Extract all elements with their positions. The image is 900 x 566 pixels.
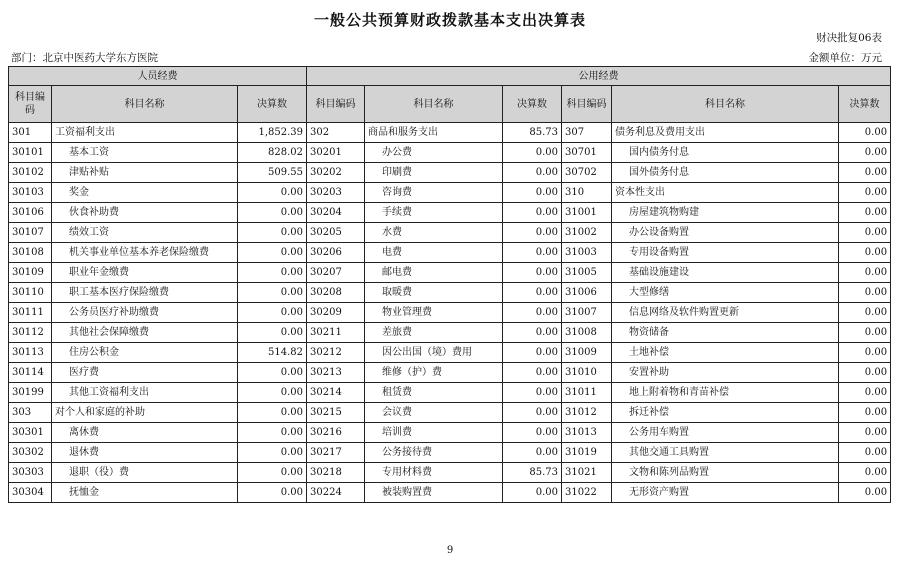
table-row bbox=[9, 423, 891, 443]
table-row bbox=[9, 483, 891, 503]
item-amount: 1,852.39 bbox=[238, 123, 307, 143]
item-amount: 85.73 bbox=[503, 123, 562, 143]
item-code: 30101 bbox=[9, 143, 52, 163]
item-name: 其他社会保障缴费 bbox=[52, 323, 238, 343]
item-code: 30213 bbox=[307, 363, 365, 383]
item-amount: 0.00 bbox=[839, 483, 891, 503]
item-code: 30215 bbox=[307, 403, 365, 423]
item-name: 住房公积金 bbox=[52, 343, 238, 363]
column-header-code: 科目编码 bbox=[9, 86, 52, 123]
item-code: 31011 bbox=[562, 383, 612, 403]
item-code: 30201 bbox=[307, 143, 365, 163]
item-code: 30303 bbox=[9, 463, 52, 483]
item-amount: 0.00 bbox=[238, 403, 307, 423]
item-code: 31001 bbox=[562, 203, 612, 223]
item-name: 水费 bbox=[365, 223, 503, 243]
item-code: 30207 bbox=[307, 263, 365, 283]
item-name: 邮电费 bbox=[365, 263, 503, 283]
item-amount: 0.00 bbox=[839, 183, 891, 203]
item-amount: 0.00 bbox=[503, 143, 562, 163]
item-amount: 0.00 bbox=[839, 463, 891, 483]
item-code: 31008 bbox=[562, 323, 612, 343]
item-name: 安置补助 bbox=[612, 363, 839, 383]
section-public: 公用经费 bbox=[307, 67, 891, 86]
item-code: 30106 bbox=[9, 203, 52, 223]
item-amount: 0.00 bbox=[238, 423, 307, 443]
item-amount: 0.00 bbox=[839, 163, 891, 183]
item-code: 30702 bbox=[562, 163, 612, 183]
item-amount: 0.00 bbox=[503, 283, 562, 303]
column-header-name: 科目名称 bbox=[365, 86, 503, 123]
section-header-row bbox=[9, 67, 891, 86]
item-code: 31006 bbox=[562, 283, 612, 303]
item-amount: 514.82 bbox=[238, 343, 307, 363]
item-name: 医疗费 bbox=[52, 363, 238, 383]
table-row bbox=[9, 323, 891, 343]
item-amount: 0.00 bbox=[503, 383, 562, 403]
item-name: 津贴补贴 bbox=[52, 163, 238, 183]
item-name: 文物和陈列品购置 bbox=[612, 463, 839, 483]
item-name: 伙食补助费 bbox=[52, 203, 238, 223]
expenditure-table bbox=[8, 66, 891, 503]
item-code: 30206 bbox=[307, 243, 365, 263]
item-name: 职工基本医疗保险缴费 bbox=[52, 283, 238, 303]
item-amount: 0.00 bbox=[839, 403, 891, 423]
item-amount: 509.55 bbox=[238, 163, 307, 183]
item-name: 国外债务付息 bbox=[612, 163, 839, 183]
item-name: 专用材料费 bbox=[365, 463, 503, 483]
item-name: 工资福利支出 bbox=[52, 123, 238, 143]
item-code: 302 bbox=[307, 123, 365, 143]
item-code: 30102 bbox=[9, 163, 52, 183]
item-code: 30216 bbox=[307, 423, 365, 443]
item-name: 被装购置费 bbox=[365, 483, 503, 503]
table-row bbox=[9, 363, 891, 383]
item-code: 31022 bbox=[562, 483, 612, 503]
table-row bbox=[9, 243, 891, 263]
item-code: 30217 bbox=[307, 443, 365, 463]
item-name: 维修（护）费 bbox=[365, 363, 503, 383]
item-name: 奖金 bbox=[52, 183, 238, 203]
table-row bbox=[9, 183, 891, 203]
column-header-code: 科目编码 bbox=[562, 86, 612, 123]
item-name: 取暖费 bbox=[365, 283, 503, 303]
item-code: 30203 bbox=[307, 183, 365, 203]
item-amount: 0.00 bbox=[839, 143, 891, 163]
item-amount: 85.73 bbox=[503, 463, 562, 483]
item-name: 会议费 bbox=[365, 403, 503, 423]
item-code: 30111 bbox=[9, 303, 52, 323]
table-row bbox=[9, 143, 891, 163]
item-amount: 0.00 bbox=[839, 343, 891, 363]
item-name: 印刷费 bbox=[365, 163, 503, 183]
item-name: 资本性支出 bbox=[612, 183, 839, 203]
item-amount: 0.00 bbox=[503, 203, 562, 223]
item-code: 31009 bbox=[562, 343, 612, 363]
item-amount: 0.00 bbox=[503, 303, 562, 323]
item-amount: 0.00 bbox=[238, 243, 307, 263]
item-amount: 0.00 bbox=[839, 123, 891, 143]
item-amount: 0.00 bbox=[238, 203, 307, 223]
item-amount: 828.02 bbox=[238, 143, 307, 163]
item-name: 物资储备 bbox=[612, 323, 839, 343]
item-code: 30114 bbox=[9, 363, 52, 383]
column-header-name: 科目名称 bbox=[612, 86, 839, 123]
item-name: 信息网络及软件购置更新 bbox=[612, 303, 839, 323]
item-code: 303 bbox=[9, 403, 52, 423]
item-amount: 0.00 bbox=[839, 303, 891, 323]
item-code: 30208 bbox=[307, 283, 365, 303]
item-amount: 0.00 bbox=[238, 363, 307, 383]
item-name: 差旅费 bbox=[365, 323, 503, 343]
item-code: 30214 bbox=[307, 383, 365, 403]
item-name: 抚恤金 bbox=[52, 483, 238, 503]
item-code: 30209 bbox=[307, 303, 365, 323]
table-row bbox=[9, 443, 891, 463]
item-amount: 0.00 bbox=[503, 223, 562, 243]
item-amount: 0.00 bbox=[839, 203, 891, 223]
item-amount: 0.00 bbox=[503, 483, 562, 503]
item-code: 30109 bbox=[9, 263, 52, 283]
item-amount: 0.00 bbox=[839, 443, 891, 463]
column-header-code: 科目编码 bbox=[307, 86, 365, 123]
item-name: 离休费 bbox=[52, 423, 238, 443]
table-row bbox=[9, 303, 891, 323]
item-name: 因公出国（境）费用 bbox=[365, 343, 503, 363]
table-row bbox=[9, 123, 891, 143]
column-header-amount: 决算数 bbox=[238, 86, 307, 123]
item-code: 310 bbox=[562, 183, 612, 203]
item-amount: 0.00 bbox=[238, 283, 307, 303]
unit-label: 金额单位：万元 bbox=[808, 52, 882, 64]
column-header-name: 科目名称 bbox=[52, 86, 238, 123]
item-name: 地上附着物和青苗补偿 bbox=[612, 383, 839, 403]
item-amount: 0.00 bbox=[238, 483, 307, 503]
item-name: 培训费 bbox=[365, 423, 503, 443]
item-code: 30110 bbox=[9, 283, 52, 303]
item-amount: 0.00 bbox=[238, 463, 307, 483]
item-amount: 0.00 bbox=[238, 223, 307, 243]
item-code: 30112 bbox=[9, 323, 52, 343]
item-name: 电费 bbox=[365, 243, 503, 263]
item-code: 307 bbox=[562, 123, 612, 143]
page-number: 9 bbox=[446, 545, 454, 556]
item-code: 30301 bbox=[9, 423, 52, 443]
item-name: 其他工资福利支出 bbox=[52, 383, 238, 403]
item-code: 30103 bbox=[9, 183, 52, 203]
table-row bbox=[9, 283, 891, 303]
item-name: 对个人和家庭的补助 bbox=[52, 403, 238, 423]
item-code: 301 bbox=[9, 123, 52, 143]
item-amount: 0.00 bbox=[839, 323, 891, 343]
item-amount: 0.00 bbox=[503, 263, 562, 283]
table-row bbox=[9, 403, 891, 423]
item-code: 30107 bbox=[9, 223, 52, 243]
item-amount: 0.00 bbox=[503, 183, 562, 203]
item-code: 31003 bbox=[562, 243, 612, 263]
item-amount: 0.00 bbox=[238, 303, 307, 323]
item-amount: 0.00 bbox=[503, 163, 562, 183]
item-code: 30224 bbox=[307, 483, 365, 503]
item-code: 30202 bbox=[307, 163, 365, 183]
item-name: 无形资产购置 bbox=[612, 483, 839, 503]
item-amount: 0.00 bbox=[839, 383, 891, 403]
item-amount: 0.00 bbox=[839, 263, 891, 283]
item-code: 30199 bbox=[9, 383, 52, 403]
item-name: 手续费 bbox=[365, 203, 503, 223]
item-amount: 0.00 bbox=[839, 423, 891, 443]
item-name: 专用设备购置 bbox=[612, 243, 839, 263]
item-name: 土地补偿 bbox=[612, 343, 839, 363]
item-name: 公务用车购置 bbox=[612, 423, 839, 443]
item-code: 30211 bbox=[307, 323, 365, 343]
item-amount: 0.00 bbox=[839, 243, 891, 263]
column-header-row bbox=[9, 86, 891, 123]
table-row bbox=[9, 263, 891, 283]
form-code: 财决批复06表 bbox=[816, 32, 882, 44]
item-name: 公务接待费 bbox=[365, 443, 503, 463]
item-amount: 0.00 bbox=[839, 223, 891, 243]
table-row bbox=[9, 383, 891, 403]
item-code: 30701 bbox=[562, 143, 612, 163]
page-title: 一般公共预算财政拨款基本支出决算表 bbox=[313, 11, 586, 29]
item-code: 30302 bbox=[9, 443, 52, 463]
item-code: 31012 bbox=[562, 403, 612, 423]
item-code: 30304 bbox=[9, 483, 52, 503]
item-name: 办公设备购置 bbox=[612, 223, 839, 243]
item-amount: 0.00 bbox=[503, 423, 562, 443]
item-code: 30113 bbox=[9, 343, 52, 363]
item-code: 30218 bbox=[307, 463, 365, 483]
item-name: 国内债务付息 bbox=[612, 143, 839, 163]
item-name: 其他交通工具购置 bbox=[612, 443, 839, 463]
table-row bbox=[9, 343, 891, 363]
item-amount: 0.00 bbox=[238, 263, 307, 283]
item-code: 30205 bbox=[307, 223, 365, 243]
item-name: 办公费 bbox=[365, 143, 503, 163]
item-code: 30212 bbox=[307, 343, 365, 363]
item-amount: 0.00 bbox=[503, 363, 562, 383]
table-row bbox=[9, 223, 891, 243]
item-code: 30204 bbox=[307, 203, 365, 223]
column-header-amount: 决算数 bbox=[503, 86, 562, 123]
table-row bbox=[9, 163, 891, 183]
item-name: 基本工资 bbox=[52, 143, 238, 163]
item-amount: 0.00 bbox=[503, 323, 562, 343]
item-name: 大型修缮 bbox=[612, 283, 839, 303]
table-row bbox=[9, 463, 891, 483]
section-personnel: 人员经费 bbox=[9, 67, 307, 86]
item-name: 租赁费 bbox=[365, 383, 503, 403]
item-amount: 0.00 bbox=[238, 183, 307, 203]
item-amount: 0.00 bbox=[238, 323, 307, 343]
item-name: 职业年金缴费 bbox=[52, 263, 238, 283]
item-name: 房屋建筑物购建 bbox=[612, 203, 839, 223]
item-amount: 0.00 bbox=[503, 343, 562, 363]
item-name: 物业管理费 bbox=[365, 303, 503, 323]
item-name: 退休费 bbox=[52, 443, 238, 463]
item-code: 31005 bbox=[562, 263, 612, 283]
item-amount: 0.00 bbox=[839, 283, 891, 303]
item-amount: 0.00 bbox=[238, 443, 307, 463]
item-name: 退职（役）费 bbox=[52, 463, 238, 483]
item-amount: 0.00 bbox=[238, 383, 307, 403]
item-amount: 0.00 bbox=[503, 243, 562, 263]
item-amount: 0.00 bbox=[503, 443, 562, 463]
item-name: 债务利息及费用支出 bbox=[612, 123, 839, 143]
department-label: 部门：北京中医药大学东方医院 bbox=[11, 52, 158, 64]
column-header-amount: 决算数 bbox=[839, 86, 891, 123]
item-name: 商品和服务支出 bbox=[365, 123, 503, 143]
item-name: 咨询费 bbox=[365, 183, 503, 203]
item-name: 基础设施建设 bbox=[612, 263, 839, 283]
item-amount: 0.00 bbox=[503, 403, 562, 423]
item-name: 机关事业单位基本养老保险缴费 bbox=[52, 243, 238, 263]
item-code: 31010 bbox=[562, 363, 612, 383]
item-code: 31021 bbox=[562, 463, 612, 483]
item-code: 30108 bbox=[9, 243, 52, 263]
item-name: 拆迁补偿 bbox=[612, 403, 839, 423]
item-name: 公务员医疗补助缴费 bbox=[52, 303, 238, 323]
item-code: 31002 bbox=[562, 223, 612, 243]
item-code: 31019 bbox=[562, 443, 612, 463]
item-name: 绩效工资 bbox=[52, 223, 238, 243]
item-amount: 0.00 bbox=[839, 363, 891, 383]
item-code: 31007 bbox=[562, 303, 612, 323]
table-row bbox=[9, 203, 891, 223]
item-code: 31013 bbox=[562, 423, 612, 443]
